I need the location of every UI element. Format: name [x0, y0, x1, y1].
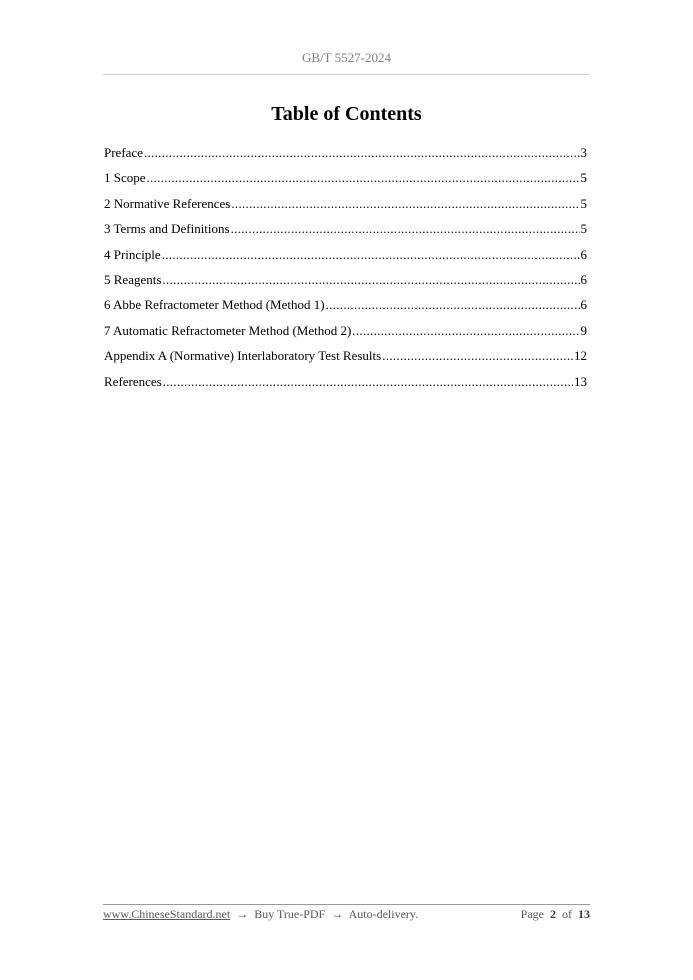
- header-divider: [103, 74, 590, 75]
- arrow-right-icon: →: [331, 907, 344, 921]
- toc-leader-dots: [326, 296, 580, 314]
- toc-entry-page: 9: [580, 322, 587, 338]
- page-number: [521, 907, 590, 922]
- toc-entry-abbe-method[interactable]: [104, 295, 587, 320]
- toc-leader-dots: [231, 220, 580, 238]
- toc-entry-page: 5: [580, 170, 587, 186]
- toc-entry-preface[interactable]: [104, 143, 587, 168]
- toc-entry-page: 6: [580, 246, 587, 262]
- toc-entry-page: 13: [574, 373, 587, 389]
- toc-entry-page: 6: [580, 271, 587, 287]
- toc-entry-page: 5: [580, 195, 587, 211]
- toc-entry-label: 1 Scope: [104, 170, 146, 186]
- toc-entry-automatic-method[interactable]: [104, 321, 587, 346]
- toc-entry-label: 3 Terms and Definitions: [104, 221, 230, 237]
- arrow-right-icon: →: [236, 907, 249, 921]
- page-label: Page: [520, 907, 544, 921]
- toc-leader-dots: [163, 373, 573, 391]
- toc-leader-dots: [352, 322, 579, 340]
- auto-delivery-text: Auto-delivery.: [348, 907, 419, 921]
- footer-promo: [103, 907, 418, 922]
- toc-entry-label: References: [104, 373, 162, 389]
- toc-entry-label: 2 Normative References: [104, 195, 231, 211]
- toc-entry-terms-definitions[interactable]: [104, 219, 587, 244]
- toc-title: Table of Contents: [271, 103, 422, 125]
- toc-entry-scope[interactable]: [104, 168, 587, 193]
- toc-entry-label: 7 Automatic Refractometer Method (Method 2): [104, 322, 352, 338]
- toc-entry-normative-references[interactable]: [104, 194, 587, 219]
- toc-entry-label: 5 Reagents: [104, 271, 162, 287]
- of-label: of: [562, 907, 572, 921]
- toc-entry-principle[interactable]: [104, 245, 587, 270]
- toc-leader-dots: [147, 169, 580, 187]
- toc-leader-dots: [382, 347, 573, 365]
- page-header: GB/T 5527-2024: [302, 50, 391, 65]
- toc-leader-dots: [162, 246, 580, 264]
- toc-leader-dots: [231, 195, 579, 213]
- toc-entry-label: Preface: [104, 145, 143, 160]
- buy-pdf-text: Buy True-PDF: [254, 907, 326, 921]
- toc-list: [104, 143, 587, 397]
- toc-entry-page: 6: [580, 297, 587, 313]
- toc-entry-references[interactable]: [104, 372, 587, 397]
- page-total: 13: [578, 907, 590, 921]
- toc-entry-appendix-a[interactable]: [104, 346, 587, 371]
- toc-entry-page: 3: [580, 145, 587, 160]
- toc-leader-dots: [162, 271, 579, 289]
- footer-divider: [103, 904, 590, 905]
- toc-leader-dots: [144, 144, 580, 162]
- page-footer: [103, 907, 590, 922]
- page-current: 2: [550, 907, 556, 921]
- toc-entry-page: 5: [580, 221, 587, 237]
- toc-entry-page: 12: [574, 348, 587, 364]
- toc-entry-reagents[interactable]: [104, 270, 587, 295]
- toc-entry-label: 4 Principle: [104, 246, 161, 262]
- toc-entry-label: Appendix A (Normative) Interlaboratory Test Results: [104, 348, 382, 364]
- site-link[interactable]: www.ChineseStandard.net: [103, 907, 231, 921]
- toc-entry-label: 6 Abbe Refractometer Method (Method 1): [104, 297, 325, 313]
